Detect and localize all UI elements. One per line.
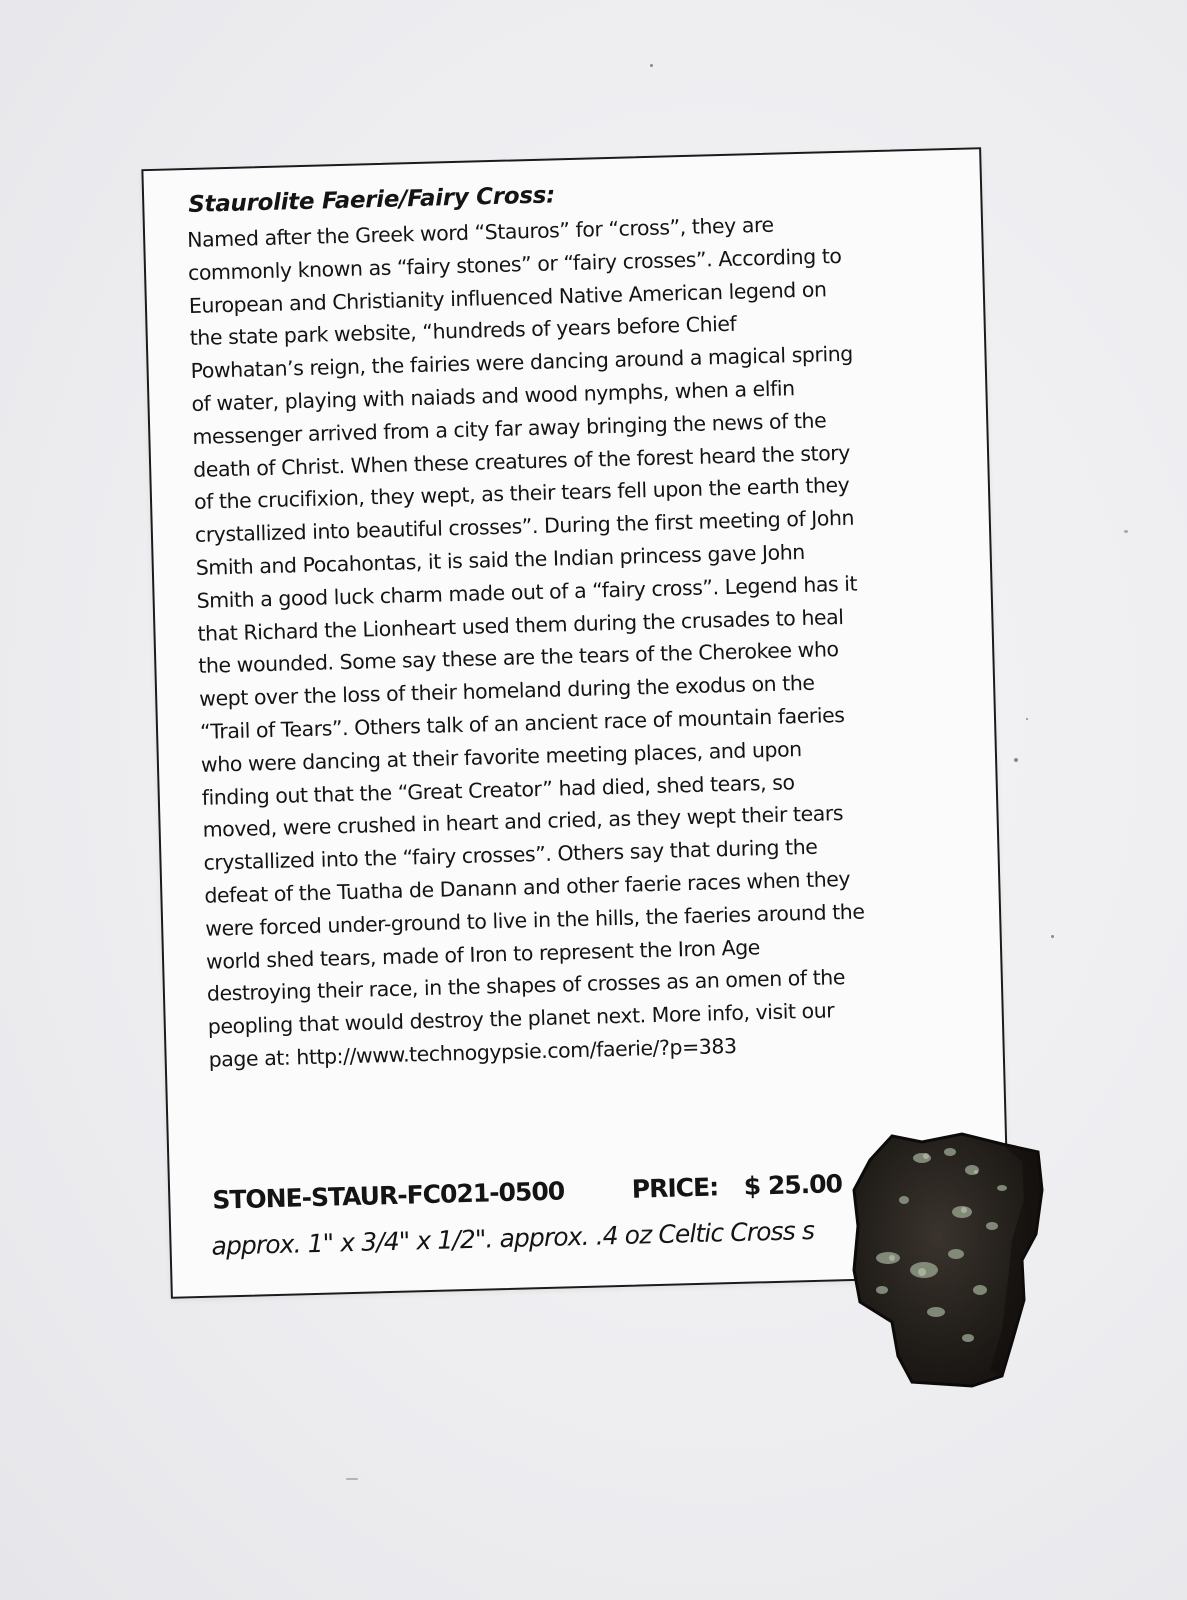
description-line: of the crucifixion, they wept, as their tears fell upon the earth they bbox=[193, 473, 850, 515]
description-line: were forced under-ground to live in the hills, the faeries around the bbox=[204, 899, 865, 941]
description-line: peopling that would destroy the planet next. More info, visit our bbox=[207, 998, 835, 1039]
dust-speck bbox=[1051, 935, 1054, 938]
dust-speck bbox=[1026, 718, 1028, 720]
description-line: Smith and Pocahontas, it is said the Indian princess gave John bbox=[195, 539, 806, 580]
price-value: $ 25.00 bbox=[743, 1169, 843, 1201]
description-line: crystallized into the “fairy crosses”. Others say that during the bbox=[203, 834, 818, 875]
description-line: Smith a good luck charm made out of a “fairy cross”. Legend has it bbox=[196, 571, 858, 613]
website-url-line: page at: http://www.technogypsie.com/faerie/?p=383 bbox=[208, 1033, 737, 1072]
description-line: of water, playing with naiads and wood nymphs, when a elfin bbox=[191, 376, 795, 416]
description-line: crystallized into beautiful crosses”. During the first meeting of John bbox=[194, 505, 855, 548]
dimensions-text: approx. 1" x 3/4" x 1/2". approx. .4 oz Celtic Cross s bbox=[211, 1215, 815, 1261]
card-title: Staurolite Faerie/Fairy Cross: bbox=[187, 182, 556, 218]
description-line: defeat of the Tuatha de Danann and other faerie races when they bbox=[204, 866, 851, 908]
staurolite-stone bbox=[852, 1130, 1052, 1392]
description-line: Named after the Greek word “Stauros” for “cross”, they are bbox=[186, 212, 774, 253]
dust-speck bbox=[1014, 758, 1018, 762]
sku-code: STONE-STAUR-FC021-0500 bbox=[211, 1176, 565, 1215]
description-line: wept over the loss of their homeland during the exodus on the bbox=[198, 670, 815, 712]
description-line: who were dancing at their favorite meeting places, and upon bbox=[200, 736, 802, 777]
description-line: destroying their race, in the shapes of crosses as an omen of the bbox=[206, 965, 846, 1007]
price-label: PRICE: bbox=[631, 1172, 719, 1204]
description-line: death of Christ. When these creatures of the forest heard the story bbox=[192, 440, 851, 482]
description-line: that Richard the Lionheart used them during the crusades to heal bbox=[197, 604, 844, 646]
description-line: commonly known as “fairy stones” or “fairy crosses”. According to bbox=[187, 243, 842, 285]
description-line: the state park website, “hundreds of years before Chief bbox=[189, 312, 737, 351]
card-text-block bbox=[186, 173, 949, 1077]
card-description bbox=[187, 205, 949, 1077]
dust-speck bbox=[346, 1478, 358, 1480]
description-line: world shed tears, made of Iron to represent the Iron Age bbox=[205, 934, 761, 974]
description-line: European and Christianity influenced Native American legend on bbox=[188, 276, 827, 318]
description-line: Powhatan’s reign, the fairies were dancing around a magical spring bbox=[190, 341, 854, 384]
description-line: finding out that the “Great Creator” had died, shed tears, so bbox=[201, 769, 795, 810]
info-card bbox=[141, 147, 1010, 1299]
description-line: messenger arrived from a city far away bringing the news of the bbox=[192, 408, 827, 449]
description-line: “Trail of Tears”. Others talk of an ancient race of mountain faeries bbox=[199, 702, 845, 744]
dust-speck bbox=[650, 64, 653, 67]
description-line: the wounded. Some say these are the tears of the Cherokee who bbox=[198, 637, 839, 679]
dust-speck bbox=[1124, 530, 1128, 533]
description-line: moved, were crushed in heart and cried, as they wept their tears bbox=[202, 801, 844, 843]
